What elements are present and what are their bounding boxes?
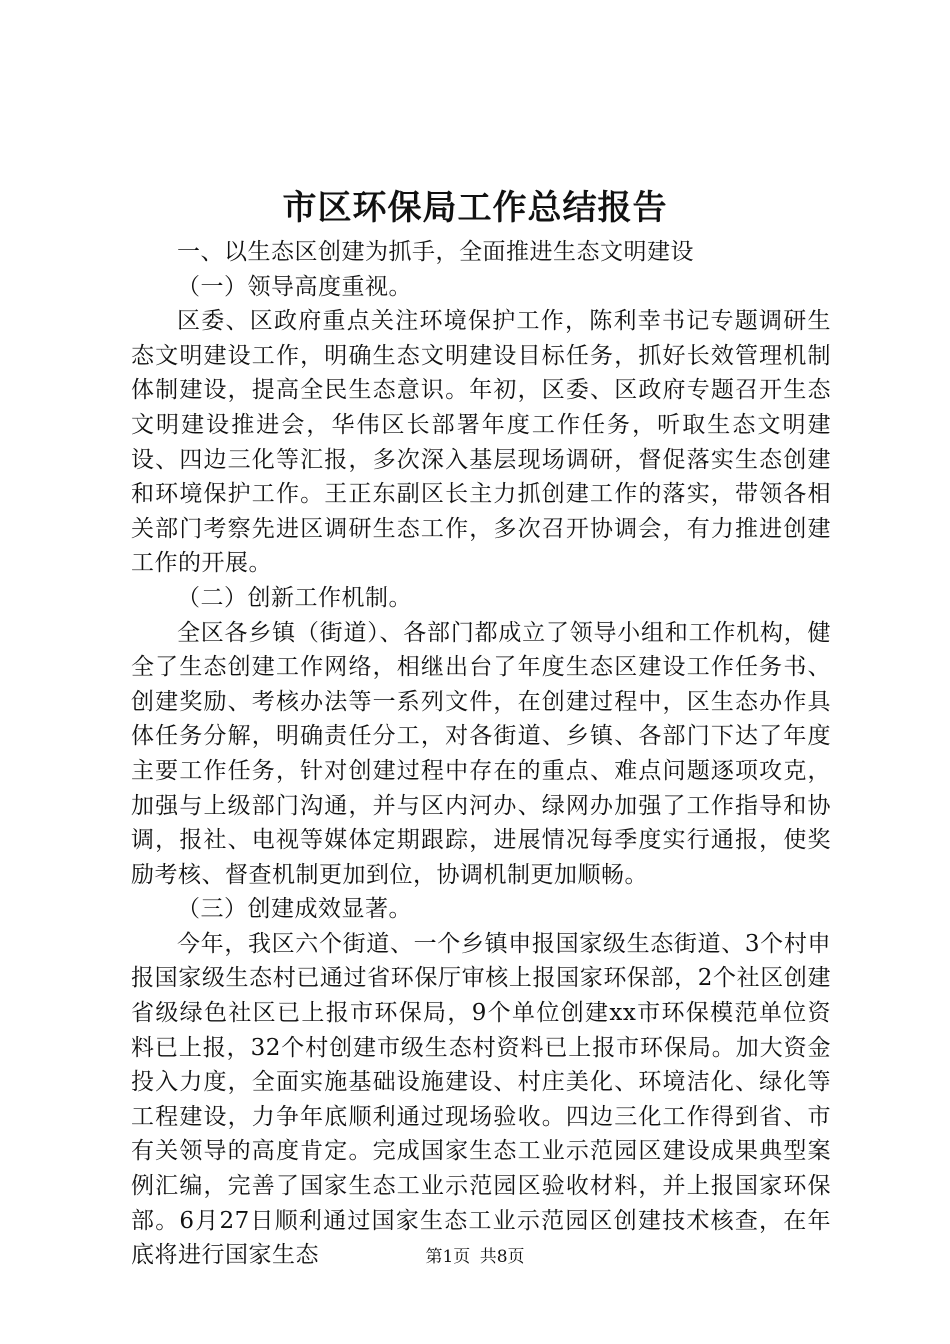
body-paragraph-2: 全区各乡镇（街道）、各部门都成立了领导小组和工作机构，健全了生态创建工作网络，相继出台了年度生态区建设工作任务书、创建奖励、考核办法等一系列文件，在创建过程中，区生态办作具体任务分解，明确责任分工，对各街道、乡镇、各部门下达了年度主要工作任务，针对创建过程中存在的重点、难点问题逐项攻克，加强与上级部门沟通，并与区内河办、绿网办加强了工作指导和协调，报社、电视等媒体定期跟踪，进展情况每季度实行通报，使奖励考核、督查机制更加到位，协调机制更加顺畅。 (131, 619, 831, 888)
subsection-heading-2: （二）创新工作机制。 (177, 584, 412, 611)
page-number: 第1页 (425, 1247, 471, 1267)
body-paragraph-3: 今年，我区六个街道、一个乡镇申报国家级生态街道、3个村申报国家级生态村已通过省环保厅审核上报国家环保部，2个社区创建省级绿色社区已上报市环保局，9个单位创建xx市环保模范单位资料已上报，32个村创建市级生态村资料已上报市环保局。加大资金投入力度，全面实施基础设施建设、村庄美化、环境洁化、绿化等工程建设，力争年底顺利通过现场验收。四边三化工作得到省、市有关领导的高度肯定。完成国家生态工业示范园区建设成果典型案例汇编，完善了国家生态工业示范园区验收材料，并上报国家环保部。6月27日顺利通过国家生态工业示范园区创建技术核查，在年底将进行国家生态 (131, 930, 831, 1269)
section-heading-1: 一、以生态区创建为抓手，全面推进生态文明建设 (177, 239, 694, 265)
document-title: 市区环保局工作总结报告 (282, 188, 668, 228)
subsection-heading-3: （三）创建成效显著。 (177, 896, 412, 923)
document-body (131, 235, 831, 1273)
page-footer (0, 1245, 950, 1269)
subsection-heading-1: （一）领导高度重视。 (177, 273, 412, 300)
page-total: 共8页 (479, 1247, 525, 1267)
body-paragraph-1: 区委、区政府重点关注环境保护工作，陈利幸书记专题调研生态文明建设工作，明确生态文明建设目标任务，抓好长效管理机制体制建设，提高全民生态意识。年初，区委、区政府专题召开生态文明建设推进会，华伟区长部署年度工作任务，听取生态文明建设、四边三化等汇报，多次深入基层现场调研，督促落实生态创建和环境保护工作。王正东副区长主力抓创建工作的落实，带领各相关部门考察先进区调研生态工作，多次召开协调会，有力推进创建工作的开展。 (131, 308, 831, 577)
